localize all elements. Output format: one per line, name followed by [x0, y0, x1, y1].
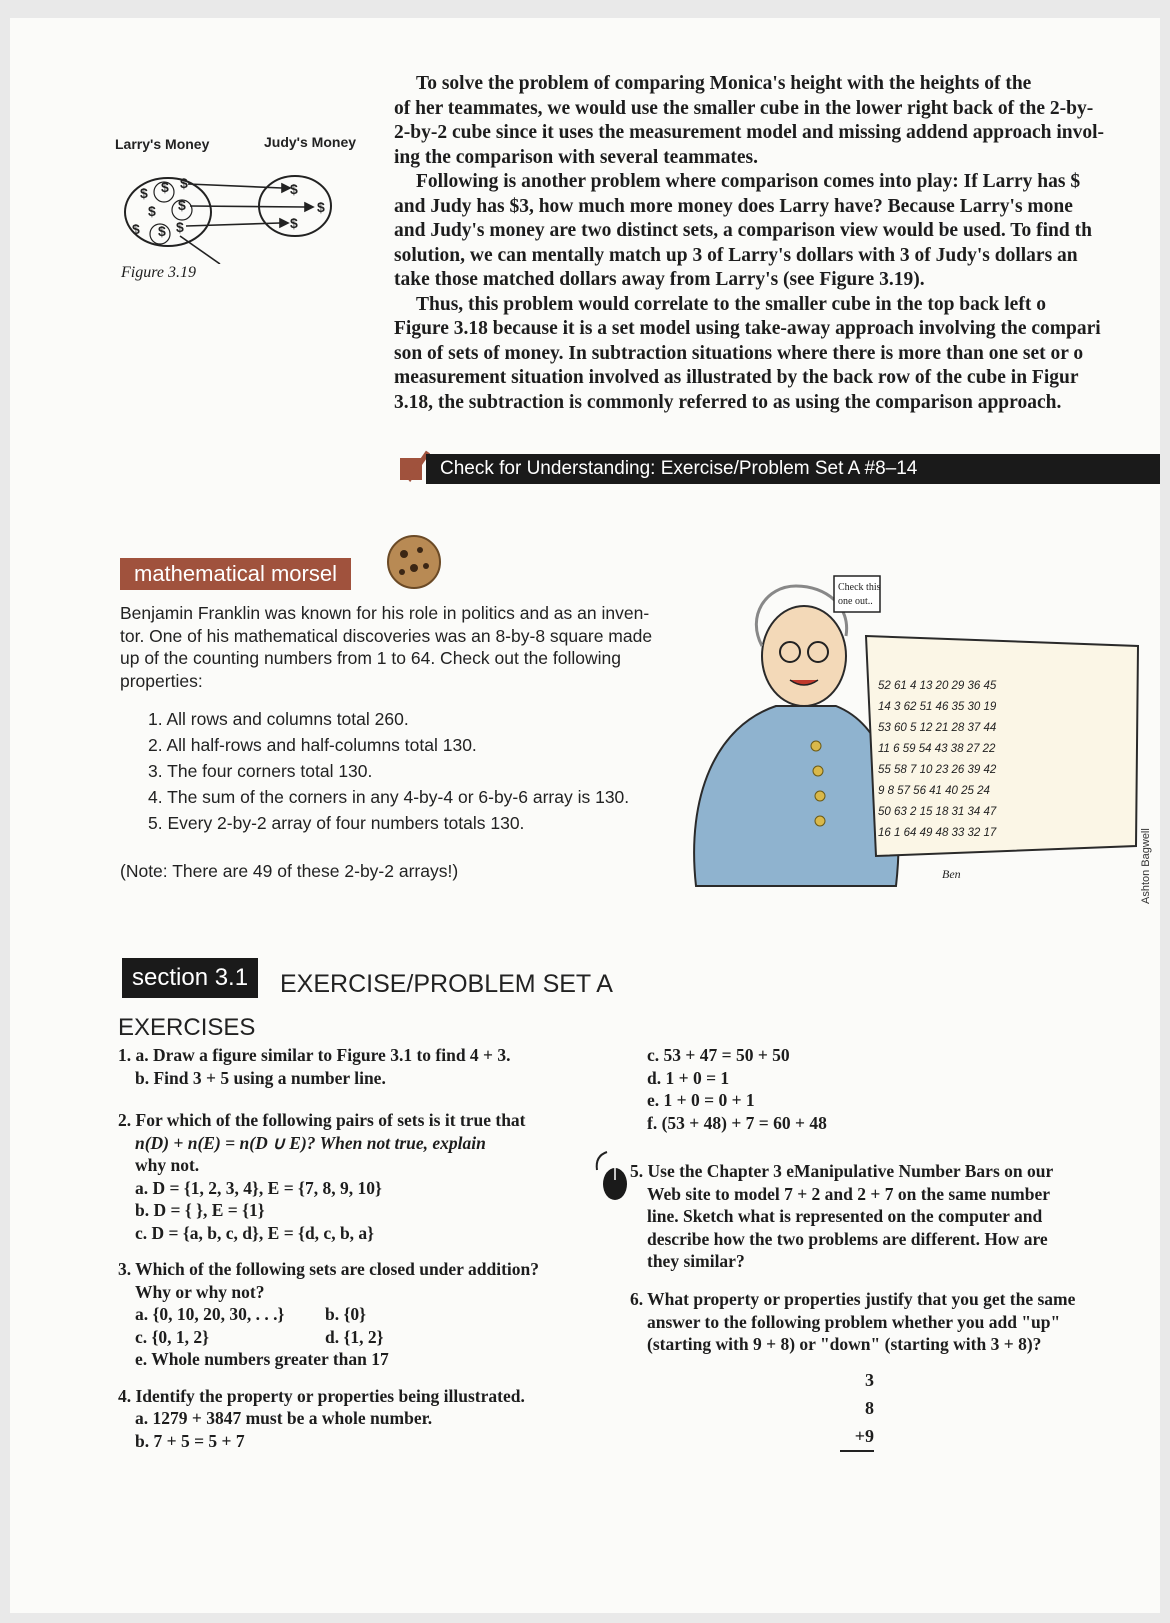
morsel-line: Benjamin Franklin was known for his role in politics and as an inven-: [120, 603, 650, 623]
exercise-6-line: answer to the following problem whether you add "up": [647, 1311, 1061, 1332]
morsel-property: 3. The four corners total 130.: [148, 761, 373, 781]
franklin-magic-square: [878, 676, 1128, 844]
exercise-3: 3. Which of the following sets are closed under addition?: [118, 1259, 540, 1279]
exercise-6-line: (starting with 9 + 8) or "down" (starting with 3 + 8)?: [647, 1334, 1042, 1354]
svg-text:$: $: [132, 221, 140, 237]
exercise-4f: f. (53 + 48) + 7 = 60 + 48: [647, 1112, 827, 1133]
square-row: 53 60 5 12 21 28 37 44: [878, 722, 997, 734]
exercise-3a: a. {0, 10, 20, 30, . . .}: [135, 1304, 285, 1324]
exercise-5-line: Web site to model 7 + 2 and 2 + 7 on the same number: [647, 1183, 1051, 1204]
exercise-4a: a. 1279 + 3847 must be a whole number.: [135, 1408, 433, 1428]
larry-dollars: [132, 175, 188, 239]
square-row: 52 61 4 13 20 29 36 45: [878, 680, 997, 692]
square-row: 9 8 57 56 41 40 25 24: [878, 785, 990, 797]
intro-line: take those matched dollars away from Larry's (see Figure 3.19).: [394, 269, 925, 290]
exercise-2-line: why not.: [135, 1155, 200, 1175]
morsel-property: 5. Every 2-by-2 array of four numbers totals 130.: [148, 813, 525, 833]
intro-line: 3.18, the subtraction is commonly referred to as using the comparison approach.: [394, 391, 1062, 413]
speech-line: one out..: [838, 596, 873, 607]
svg-text:$: $: [317, 199, 325, 215]
svg-text:$: $: [290, 215, 298, 231]
svg-text:$: $: [176, 219, 184, 235]
morsel-line: up of the counting numbers from 1 to 64. Check out the following: [120, 648, 621, 668]
intro-line: and Judy has $3, how much more money does Larry have? Because Larry's mone: [394, 195, 1073, 217]
exercise-4: 4. Identify the property or properties being illustrated.: [118, 1385, 525, 1406]
exercise-2b: b. D = { }, E = {1}: [135, 1200, 265, 1220]
svg-text:$: $: [178, 197, 186, 213]
franklin-illustration: [686, 556, 1150, 892]
morsel-note: (Note: There are 49 of these 2-by-2 arrays!): [120, 861, 459, 881]
morsel-property: 1. All rows and columns total 260.: [148, 709, 409, 729]
figure-label-larry: Larry's Money: [115, 136, 210, 152]
computer-mouse-icon: [593, 1146, 633, 1202]
exercise-2a: a. D = {1, 2, 3, 4}, E = {7, 8, 9, 10}: [135, 1177, 382, 1198]
exercise-3c: c. {0, 1, 2}: [135, 1326, 210, 1347]
section-title: EXERCISE/PROBLEM SET A: [280, 970, 613, 998]
exercises-heading: EXERCISES: [118, 1014, 256, 1041]
addition-stack: [840, 1366, 874, 1452]
cookie-icon: [384, 532, 446, 592]
intro-text: [394, 72, 1164, 415]
exercise-4e: e. 1 + 0 = 0 + 1: [647, 1090, 755, 1110]
exercise-3e: e. Whole numbers greater than 17: [135, 1349, 389, 1369]
exercise-6-line: 6. What property or properties justify that you get the same: [630, 1289, 1076, 1309]
exercise-4c: c. 53 + 47 = 50 + 50: [647, 1045, 790, 1065]
exercise-5-line: line. Sketch what is represented on the computer and: [647, 1206, 1043, 1226]
intro-line: Following is another problem where comparison comes into play: If Larry has $: [416, 171, 1081, 192]
exercise-1a: 1. a. Draw a figure similar to Figure 3.1 to find 4 + 3.: [118, 1045, 511, 1065]
stack-number: 3: [865, 1370, 874, 1390]
figure-caption: Figure 3.19: [121, 264, 196, 281]
svg-text:$: $: [161, 179, 169, 195]
exercise-5-line: 5. Use the Chapter 3 eManipulative Number Bars on our: [630, 1161, 1054, 1181]
right-column-exercises: [647, 1044, 1117, 1134]
exercise-3d: d. {1, 2}: [325, 1326, 384, 1347]
intro-line: 2-by-2 cube since it uses the measurement model and missing addend approach invol-: [394, 122, 1105, 143]
exercise-4b: b. 7 + 5 = 5 + 7: [135, 1430, 245, 1451]
morsel-properties: [148, 706, 688, 836]
exercise-3b: b. {0}: [325, 1304, 367, 1324]
intro-line: Thus, this problem would correlate to the smaller cube in the top back left o: [416, 293, 1046, 315]
exercise-4d: d. 1 + 0 = 1: [647, 1067, 730, 1088]
square-row: 50 63 2 15 18 31 34 47: [878, 806, 997, 818]
exercise-5-line: they similar?: [647, 1251, 745, 1271]
left-column-exercises: [118, 1044, 588, 1452]
exercise-6: [630, 1288, 1110, 1356]
speech-line: Check this: [838, 582, 881, 593]
exercise-2-line: n(D) + n(E) = n(D ∪ E)? When not true, explain: [135, 1132, 486, 1153]
square-row: 11 6 59 54 43 38 27 22: [878, 743, 996, 755]
intro-line: and Judy's money are two distinct sets, a comparison view would be used. To find th: [394, 220, 1092, 241]
textbook-page: [10, 18, 1160, 1613]
signature-text: Ben: [942, 867, 961, 881]
illustration-credit: Ashton Bagwell: [1140, 828, 1152, 904]
exercise-5: [630, 1160, 1110, 1273]
intro-line: of her teammates, we would use the smaller cube in the lower right back of the 2-by-: [394, 97, 1094, 119]
intro-line: measurement situation involved as illustrated by the back row of the cube in Figur: [394, 367, 1079, 388]
check-for-understanding-bar[interactable]: Check for Understanding: Exercise/Problem Set A #8–14: [426, 454, 1160, 484]
exercise-1b: b. Find 3 + 5 using a number line.: [135, 1067, 386, 1088]
morsel-tab: mathematical morsel: [120, 558, 351, 590]
check-mark-icon: [396, 450, 430, 484]
svg-text:$: $: [158, 223, 166, 239]
exercise-5-line: describe how the two problems are different. How are: [647, 1228, 1048, 1249]
svg-text:$: $: [180, 175, 188, 191]
svg-text:$: $: [140, 185, 148, 201]
intro-line: ing the comparison with several teammates.: [394, 146, 758, 168]
square-row: 14 3 62 51 46 35 30 19: [878, 701, 997, 713]
figure-3-19-diagram: [120, 154, 360, 264]
stack-number: 8: [865, 1398, 874, 1418]
stack-number: +9: [840, 1422, 874, 1452]
morsel-property: 4. The sum of the corners in any 4-by-4 or 6-by-6 array is 130.: [148, 787, 630, 807]
section-tab: section 3.1: [122, 958, 258, 998]
exercise-3-line: Why or why not?: [135, 1281, 265, 1302]
morsel-line: properties:: [120, 670, 203, 691]
morsel-property: 2. All half-rows and half-columns total 130.: [148, 735, 477, 755]
intro-line: Figure 3.18 because it is a set model using take-away approach involving the compari: [394, 318, 1101, 339]
morsel-line: tor. One of his mathematical discoveries was an 8-by-8 square made: [120, 625, 653, 646]
square-row: 16 1 64 49 48 33 32 17: [878, 827, 997, 839]
exercise-2c: c. D = {a, b, c, d}, E = {d, c, b, a}: [135, 1222, 375, 1243]
svg-text:$: $: [148, 203, 156, 219]
figure-label-judy: Judy's Money: [264, 134, 357, 150]
square-row: 55 58 7 10 23 26 39 42: [878, 764, 997, 776]
take-away-loops: [150, 182, 192, 244]
intro-line: solution, we can mentally match up 3 of Larry's dollars with 3 of Judy's dollars an: [394, 244, 1078, 266]
svg-text:$: $: [290, 181, 298, 197]
morsel-paragraph: [120, 602, 680, 692]
intro-line: To solve the problem of comparing Monica's height with the heights of the: [416, 73, 1032, 94]
exercise-2: 2. For which of the following pairs of sets is it true that: [118, 1110, 526, 1130]
intro-line: son of sets of money. In subtraction situations where there is more than one set or o: [394, 342, 1084, 364]
